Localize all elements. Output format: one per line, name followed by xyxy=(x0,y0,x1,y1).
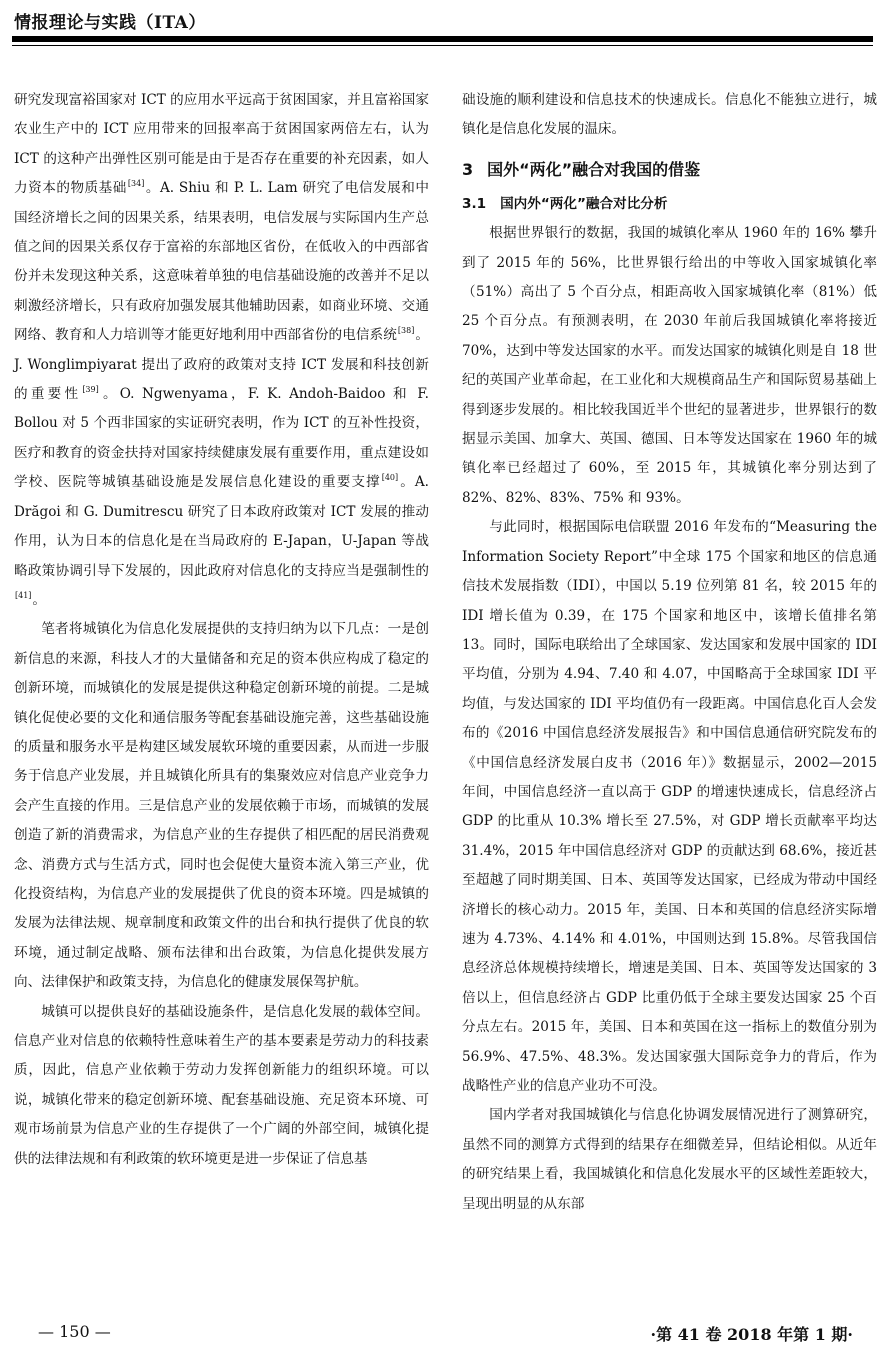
right-column xyxy=(462,86,877,1219)
right-paragraph-2: 与此同时，根据国际电信联盟 2016 年发布的“Measuring the Information Society Report”中全球 175 个国家和地区的信息通信技术发展指数（IDI），中国以 5.19 位列第 81 名，较 2015 年的 IDI 增长值为 0.39，在 175 个国家和地区中，该增长值排名第 13。同时，国际电联给出了全球国家、发达国家和发展中国家的 IDI 平均值，分别为 4.94、7.40 和 4.07，中国略高于全球国家 IDI 平均值，与发达国家的 IDI 平均值仍有一段距离。中国信息化百人会发布的《2016 中国信息经济发展报告》和中国信息通信研究院发布的《中国信息经济发展白皮书（2016 年）》数据显示，2002—2015 年间，中国信息经济一直以高于 GDP 的增速快速成长，信息经济占 GDP 的比重从 10.3% 增长至 27.5%，对 GDP 增长贡献率平均达 31.4%，2015 年中国信息经济对 GDP 的贡献达到 68.6%，接近甚至超越了同时期美国、日本、英国等发达国家，已经成为带动中国经济增长的核心动力。2015 年，美国、日本和英国的信息经济实际增速为 4.73%、4.14% 和 4.01%，中国则达到 15.8%。尽管我国信息经济总体规模持续增长，增速是美国、日本、英国等发达国家的 3 倍以上，但信息经济占 GDP 比重仍低于全球主要发达国家 25 个百分点左右。2015 年，美国、日本和英国在这一指标上的数值分别为 56.9%、47.5%、48.3%。发达国家强大国际竞争力的背后，作为战略性产业的信息产业功不可没。 xyxy=(462,519,877,1094)
section-number: 3 xyxy=(462,159,474,179)
header-rule-thin xyxy=(12,45,873,46)
left-paragraph-1: 研究发现富裕国家对 ICT 的应用水平远高于贫困国家，并且富裕国家农业生产中的 ICT 应用带来的回报率高于贫困国家两倍左右，认为 ICT 的这种产出弹性区别可能是由于是否存在重要的补充因素，如人力资本的物质基础[34]。A. Shiu 和 P. L. Lam 研究了电信发展和中国经济增长之间的因果关系，结果表明，电信发展与实际国内生产总值之间的因果关系仅存于富裕的东部地区省份，在低收入的中西部省份并未发现这种关系，这意味着单独的电信基础设施的改善并不足以刺激经济增长，只有政府加强发展其他辅助因素，如商业环境、交通网络、教育和人力培训等才能更好地利用中西部省份的电信系统[38]。J. Wonglimpiyarat 提出了政府的政策对支持 ICT 发展和科技创新的重要性[39]。O. Ngwenyama，F. K. Andoh-Baidoo 和 F. Bollou 对 5 个西非国家的实证研究表明，作为 ICT 的互补性投资，医疗和教育的资金扶持对国家持续健康发展有重要作用，重点建设如学校、医院等城镇基础设施是发展信息化建设的重要支撑[40]。A. Drăgoi 和 G. Dumitrescu 研究了日本政府政策对 ICT 发展的推动作用，认为日本的信息化是在当局政府的 E-Japan，U-Japan 等战略政策协调引导下发展的，因此政府对信息化的支持应当是强制性的[41]。 xyxy=(14,92,430,608)
citation-39: [39] xyxy=(82,385,99,395)
page-number: — 150 — xyxy=(38,1322,111,1341)
subsection-heading xyxy=(462,190,877,219)
citation-38: [38] xyxy=(397,326,415,336)
right-paragraph-0: 础设施的顺利建设和信息技术的快速成长。信息化不能独立进行，城镇化是信息化发展的温床。 xyxy=(462,92,877,138)
left-column xyxy=(14,86,429,1174)
right-paragraph-1: 根据世界银行的数据，我国的城镇化率从 1960 年的 16% 攀升到了 2015 年的 56%，比世界银行给出的中等收入国家城镇化率（51%）高出了 5 个百分点，相距高收入国家城镇化率（81%）低 25 个百分点。有预测表明，在 2030 年前后我国城镇化率将接近 70%，达到中等发达国家的水平。而发达国家的城镇化则是自 18 世纪的英国产业革命起，在工业化和大规模商品生产和国际贸易基础上得到逐步发展的。相比较我国近半个世纪的显著进步，世界银行的数据显示美国、加拿大、英国、德国、日本等发达国家在 1960 年的城镇化率已经超过了 60%，至 2015 年，其城镇化率分别达到了 82%、82%、83%、75% 和 93%。 xyxy=(462,225,877,506)
running-head: 情报理论与实践（ITA） xyxy=(14,13,206,33)
citation-40: [40] xyxy=(381,473,399,483)
left-paragraph-2: 笔者将城镇化为信息化发展提供的支持归纳为以下几点：一是创新信息的来源，科技人才的大量储备和充足的资本供应构成了稳定的创新环境，而城镇化的发展是提供这种稳定创新环境的前提。二是城镇化促使必要的文化和通信服务等配套基础设施完善，这些基础设施的质量和服务水平是构建区域发展软环境的重要因素，从而进一步服务于信息产业发展，并且城镇化所具有的集聚效应对信息产业竞争力会产生直接的作用。三是信息产业的发展依赖于市场，而城镇的发展创造了新的消费需求，为信息产业的生存提供了相匹配的居民消费观念、消费方式与生活方式，同时也会促使大量资本流入第三产业，优化投资结构，为信息产业的发展提供了优良的资本环境。四是城镇的发展为法律法规、规章制度和政策文件的出台和执行提供了优良的软环境，通过制定战略、颁布法律和出台政策，为信息化提供发展方向、法律保护和政策支持，为信息化的健康发展保驾护航。 xyxy=(14,621,429,991)
header-rule-thick xyxy=(12,36,873,42)
left-paragraph-3: 城镇可以提供良好的基础设施条件，是信息化发展的载体空间。信息产业对信息的依赖特性意味着生产的基本要素是劳动力的科技素质，因此，信息产业依赖于劳动力发挥创新能力的组织环境。可以说，城镇化带来的稳定创新环境、配套基础设施、充足资本环境、可观市场前景为信息产业的生存提供了一个广阔的外部空间，城镇化提供的法律法规和有利政策的软环境更是进一步保证了信息基 xyxy=(14,1003,429,1167)
subsection-number: 3.1 xyxy=(462,195,487,212)
section-heading xyxy=(462,153,877,187)
citation-34: [34] xyxy=(127,179,145,189)
citation-41: [41] xyxy=(15,590,32,600)
section-title: 国外“两化”融合对我国的借鉴 xyxy=(487,159,701,179)
issue-info: ·第 41 卷 2018 年第 1 期· xyxy=(650,1325,853,1344)
right-paragraph-3: 国内学者对我国城镇化与信息化协调发展情况进行了测算研究，虽然不同的测算方式得到的结果存在细微差异，但结论相似。从近年的研究结果上看，我国城镇化和信息化发展水平的区域性差距较大，呈现出明显的从东部 xyxy=(462,1107,877,1212)
subsection-title: 国内外“两化”融合对比分析 xyxy=(500,195,668,212)
